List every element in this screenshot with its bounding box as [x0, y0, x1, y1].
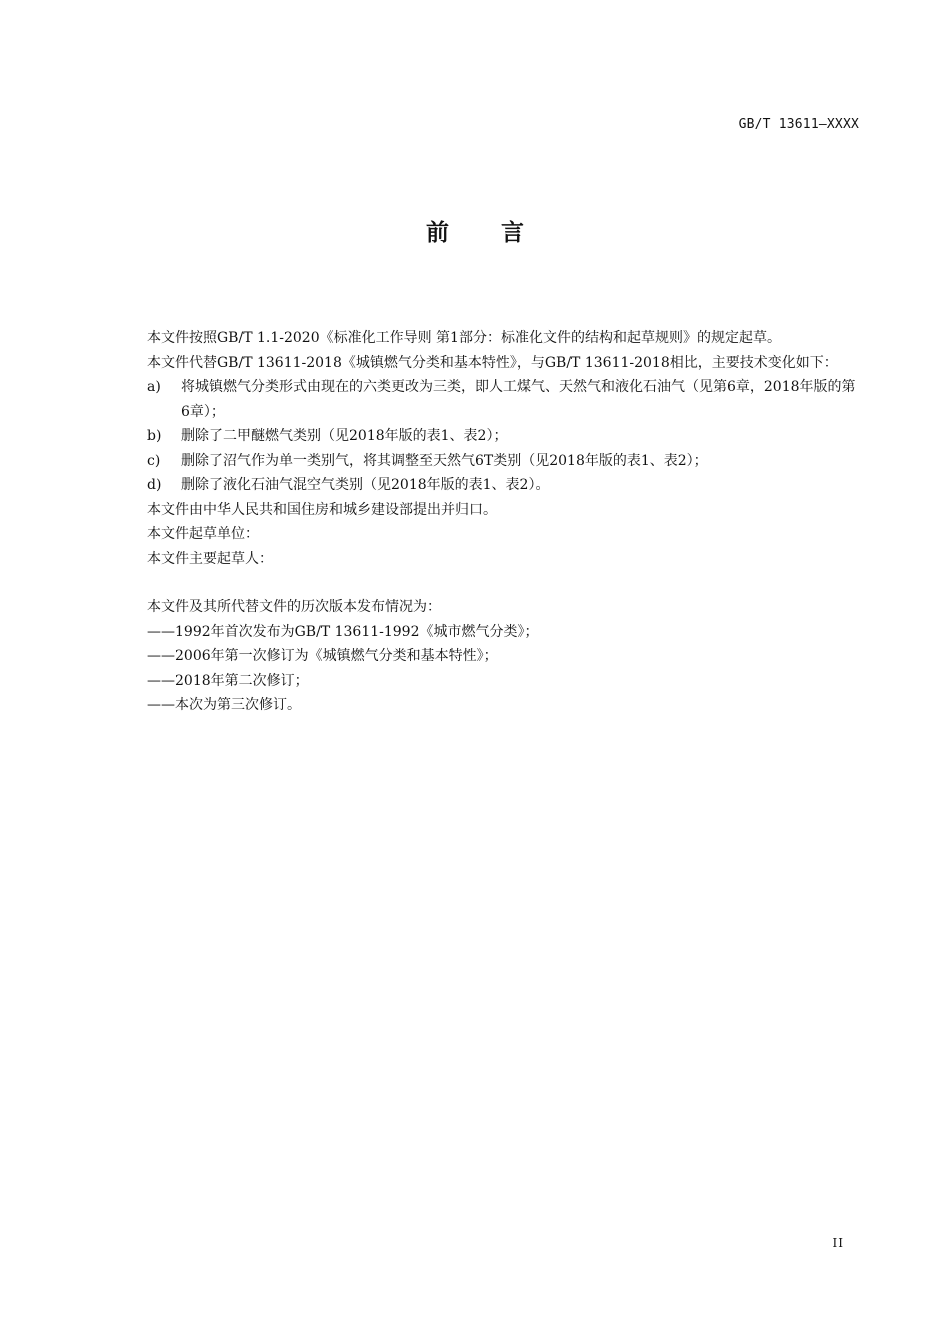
list-marker: d): [147, 477, 162, 493]
history-item: ——1992年首次发布为GB/T 13611-1992《城市燃气分类》；: [147, 623, 539, 640]
replacement-paragraph: 本文件代替GB/T 13611-2018《城镇燃气分类和基本特性》，与GB/T 13611-2018相比，主要技术变化如下：: [147, 354, 838, 371]
history-item: ——本次为第三次修订。: [147, 697, 301, 713]
change-item-d: [112, 473, 860, 498]
list-text: 将城镇燃气分类形式由现在的六类更改为三类，即人工煤气、天然气和液化石油气（见第6章，2018年版的第6章）；: [181, 379, 856, 420]
list-marker: b): [147, 428, 162, 444]
page-number: II: [832, 1236, 844, 1250]
standard-code: GB/T 13611—XXXX: [738, 117, 859, 132]
list-text: 删除了二甲醚燃气类别（见2018年版的表1、表2）；: [181, 428, 508, 444]
document-body: [112, 326, 860, 718]
history-intro: 本文件及其所代替文件的历次版本发布情况为：: [147, 599, 441, 615]
list-marker: c): [147, 452, 161, 469]
list-marker: a): [147, 379, 161, 395]
drafting-basis-paragraph: 本文件按照GB/T 1.1-2020《标准化工作导则 第1部分：标准化文件的结构和起草规则》的规定起草。: [147, 330, 781, 346]
spacer: [112, 571, 860, 595]
drafting-units-paragraph: 本文件起草单位：: [147, 526, 259, 542]
proposer-paragraph: 本文件由中华人民共和国住房和城乡建设部提出并归口。: [147, 501, 497, 518]
list-text: 删除了液化石油气混空气类别（见2018年版的表1、表2）。: [181, 477, 550, 493]
history-item: ——2018年第二次修订；: [147, 672, 309, 689]
drafters-paragraph: 本文件主要起草人：: [147, 550, 273, 567]
list-text: 删除了沼气作为单一类别气，将其调整至天然气6T类别（见2018年版的表1、表2）；: [181, 452, 708, 469]
change-item-c: [112, 449, 860, 474]
history-item: ——2006年第一次修订为《城镇燃气分类和基本特性》；: [147, 648, 498, 664]
page-title: 前 言: [425, 220, 546, 246]
change-item-b: [112, 424, 860, 449]
change-item-a: [112, 375, 860, 424]
